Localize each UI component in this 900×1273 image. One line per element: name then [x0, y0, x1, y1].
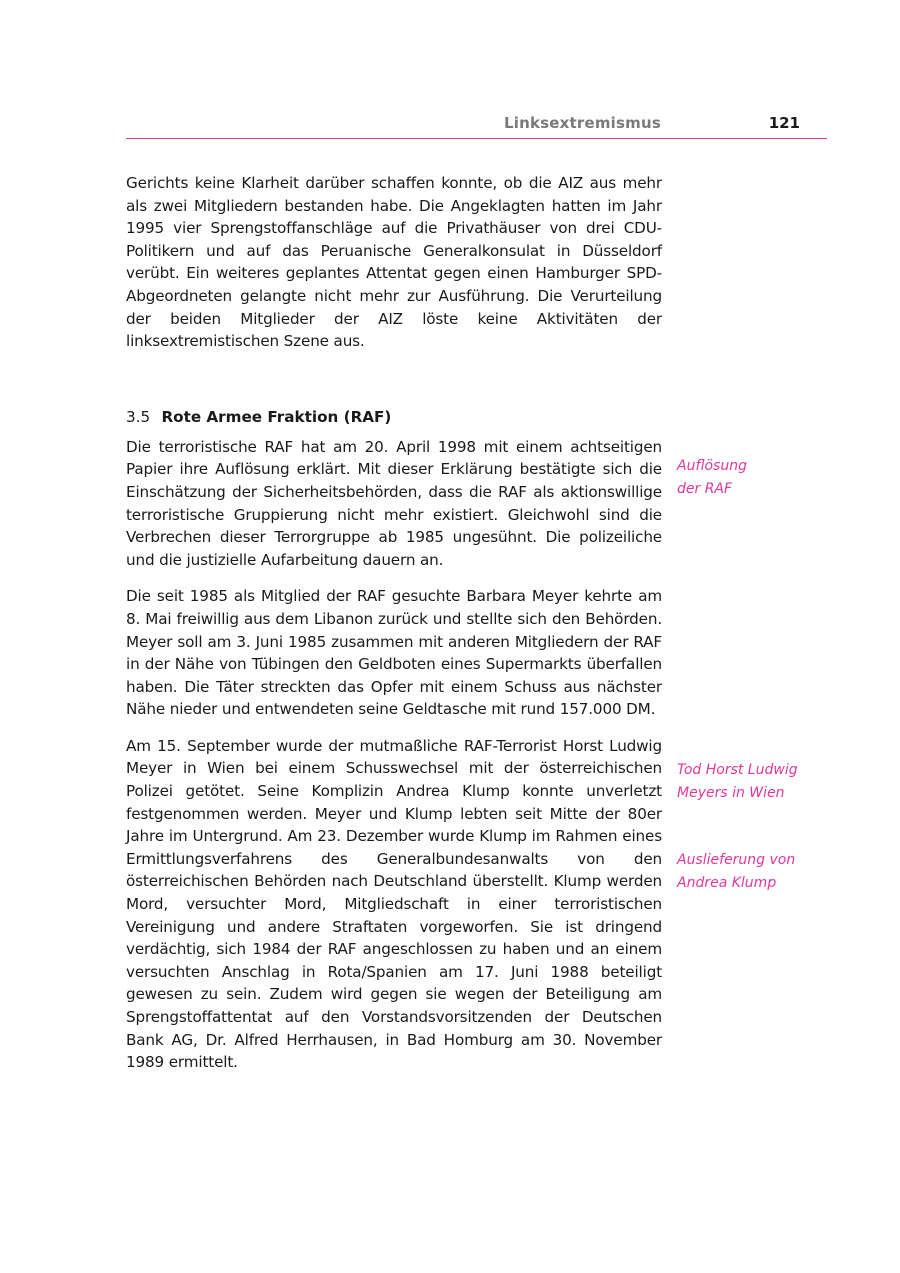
margin-note-line: Meyers in Wien [677, 784, 785, 801]
page-number: 121 [768, 114, 800, 132]
margin-note-line: Auslieferung von [677, 852, 796, 868]
margin-note-line: Andrea Klump [677, 874, 777, 891]
paragraph-barbara-meyer: Die seit 1985 als Mitglied der RAF gesuchte Barbara Meyer kehrte am 8. Mai freiwillig aus dem Libanon zurück und stellte sich den Behörden. Meyer soll am 3. Juni 1985 zusammen mit anderen Mitgliedern der RAF in der Nähe von Tübingen den Geldboten eines Supermarkts überfallen haben. Die Täter streckten das Opfer mit einem Schuss aus nächster Nähe nieder und entwendeten seine Geldtasche mit rund 157.000 DM. [126, 587, 662, 719]
paragraph-horst-meyer: Am 15. September wurde der mutmaßliche RAF-Terrorist Horst Ludwig Meyer in Wien bei einem Schusswechsel mit der österreichischen Polizei getötet. Seine Komplizin Andrea Klump konnte unverletzt festgenommen werden. Meyer und Klump lebten seit Mitte der 80er Jahre im Untergrund. Am 23. Dezember wurde Klump im Rahmen eines Ermittlungsverfahrens des Generalbundesanwalts von den österreichischen Behörden nach Deutschland überstellt. Klump werden Mord, versuchter Mord, Mitgliedschaft in einer terroristischen Vereinigung und andere Straftaten vorgeworfen. Sie ist dringend verdächtig, sich 1984 der RAF angeschlossen zu haben und an einem versuchten Anschlag in Rota/Spanien am 17. Juni 1988 beteiligt gewesen zu sein. Zudem wird gegen sie wegen der Beteiligung am Sprengstoffattentat auf den Vorstandsvorsitzenden der Deutschen Bank AG, Dr. Alfred Herrhausen, in Bad Homburg am 30. November 1989 ermittelt. [126, 736, 662, 1072]
section-heading [126, 406, 662, 428]
section-title: Rote Armee Fraktion (RAF) [161, 407, 392, 426]
margin-note-line: Auflösung [677, 458, 747, 474]
running-head: Linksextremismus [503, 114, 661, 132]
paragraph-raf-dissolution: Die terroristische RAF hat am 20. April 1998 mit einem achtseitigen Papier ihre Auflösung erklärt. Mit dieser Erklärung bestätigte sich die Einschätzung der Sicherheitsbehörden, dass die RAF als aktionswillige terroristische Gruppierung nicht mehr existiert. Gleichwohl sind die Verbrechen dieser Terrorgruppe ab 1985 ungesühnt. Die polizeiliche und die justizielle Aufarbeitung dauern an. [126, 437, 662, 569]
main-text-column [126, 172, 662, 1074]
margin-note-raf-dissolution [677, 455, 827, 500]
page-header [126, 112, 827, 139]
paragraph-continuation: Gerichts keine Klarheit darüber schaffen konnte, ob die AIZ aus mehr als zwei Mitgliedern bestanden habe. Die Angeklagten hatten im Jahr 1995 vier Sprengstoffanschläge auf die Privathäuser von drei CDU-Politikern und auf das Peruanische Generalkonsulat in Düsseldorf verübt. Ein weiteres geplantes Attentat gegen einen Hamburger SPD-Abgeordneten gelangte nicht mehr zur Ausführung. Die Verurteilung der beiden Mitglieder der AIZ löste keine Aktivitäten der linksextremistischen Szene aus. [126, 174, 662, 351]
section-number: 3.5 [126, 407, 151, 426]
margin-note-line: der RAF [677, 480, 733, 497]
margin-note-klump-extradition [677, 849, 827, 894]
margin-note-meyer-death [677, 759, 827, 804]
margin-note-line: Tod Horst Ludwig [677, 762, 798, 778]
